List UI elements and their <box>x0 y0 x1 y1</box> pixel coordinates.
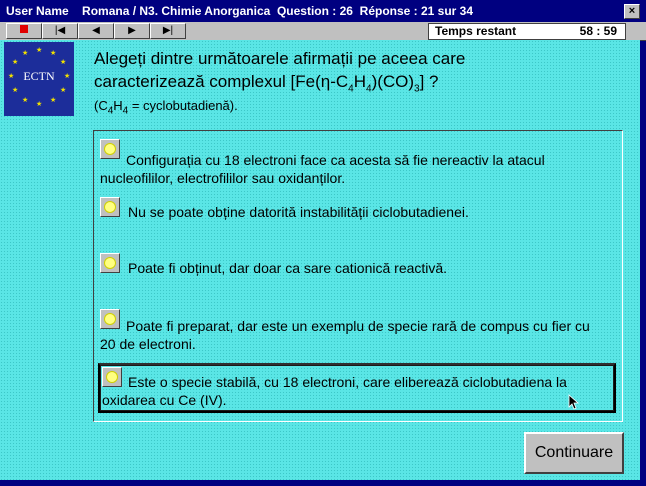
radio-dot-icon <box>105 202 115 212</box>
next-question-button[interactable]: ▶ <box>114 23 150 39</box>
close-button[interactable]: × <box>624 4 640 19</box>
previous-question-button[interactable]: ◀ <box>78 23 114 39</box>
stop-button[interactable] <box>6 23 42 39</box>
answer-text-5: Este o specie stabilă, cu 18 electroni, care eliberează ciclobutadiena la oxidarea cu Ce (IV). <box>102 374 567 408</box>
timer-value: 58 : 59 <box>579 24 617 38</box>
svg-text:★: ★ <box>12 59 19 66</box>
question-note: ($C_4H_4$ = cyclobutadienă). <box>94 98 238 117</box>
ectn-logo <box>4 42 74 116</box>
stop-icon <box>20 25 28 33</box>
answer-text-1: Configurația cu 18 electroni face ca acesta să fie nereactiv la atacul nucleofililor, electrofililor sau oxidanților. <box>100 152 545 186</box>
answer-option-4[interactable] <box>98 307 612 357</box>
svg-text:★: ★ <box>36 101 43 108</box>
answer-option-5-selected[interactable] <box>98 363 616 413</box>
main-panel <box>0 40 640 480</box>
question-line-1: Alegeți dintre următoarele afirmații pe aceea care <box>94 49 466 68</box>
svg-text:★: ★ <box>64 73 71 80</box>
svg-text:★: ★ <box>8 73 15 80</box>
window-title: User Name Romana / N3. Chimie Anorganica Question : 26 Réponse : 21 sur 34 <box>6 4 474 18</box>
svg-text:★: ★ <box>60 59 67 66</box>
answer-option-1[interactable] <box>98 137 612 187</box>
svg-text:★: ★ <box>22 50 29 57</box>
svg-text:★: ★ <box>50 50 57 57</box>
radio-dot-icon <box>105 258 115 268</box>
answer-option-2[interactable] <box>98 195 612 235</box>
svg-text:★: ★ <box>60 87 67 94</box>
answer-radio-3[interactable] <box>100 253 120 273</box>
last-question-button[interactable]: ▶| <box>150 23 186 39</box>
answer-list <box>93 130 623 422</box>
svg-text:★: ★ <box>12 87 19 94</box>
answer-radio-2[interactable] <box>100 197 120 217</box>
answer-text-4: Poate fi preparat, dar este un exemplu de specie rară de compus cu fier cu 20 de electroni. <box>100 318 590 352</box>
question-line-2: caracterizează complexul $[Fe(\eta-C_4H_4)(CO)_3]$ ? <box>94 72 439 95</box>
answer-option-3[interactable] <box>98 251 612 291</box>
mouse-cursor-icon <box>568 394 580 410</box>
first-question-button[interactable]: |◀ <box>42 23 78 39</box>
svg-text:★: ★ <box>22 97 29 104</box>
window-titlebar <box>0 0 646 22</box>
continue-button[interactable]: Continuare <box>524 432 624 474</box>
timer <box>428 23 626 40</box>
svg-text:★: ★ <box>36 47 43 54</box>
answer-text-2: Nu se poate obține datorită instabilității ciclobutadienei. <box>128 204 469 220</box>
answer-text-3: Poate fi obținut, dar doar ca sare cationică reactivă. <box>128 260 448 276</box>
svg-text:★: ★ <box>50 97 57 104</box>
navigation-toolbar <box>0 22 646 41</box>
timer-label: Temps restant <box>435 24 517 38</box>
logo-text: ECTN <box>23 69 55 83</box>
